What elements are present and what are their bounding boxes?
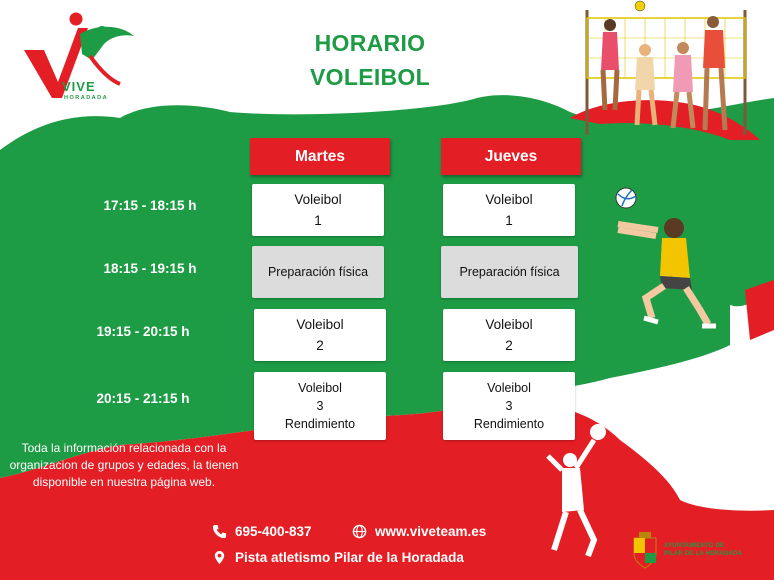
time-slot-1: 17:15 - 18:15 h — [103, 198, 197, 213]
cell-line: Rendimiento — [284, 417, 356, 431]
swirl-arrow-decoration — [10, 480, 190, 580]
time-slot-3: 19:15 - 20:15 h — [96, 324, 190, 339]
cell-line: Voleibol — [487, 381, 531, 395]
title-line-2: VOLEIBOL — [310, 64, 430, 90]
ayuntamiento-line-1: AYUNTAMIENTO DE — [664, 543, 725, 549]
title-line-1: HORARIO — [314, 30, 426, 56]
cell-jueves-slot-2 — [441, 246, 578, 298]
logo-brand: VIVE — [62, 79, 96, 94]
cell-line: 3 — [316, 399, 324, 413]
time-slot-4: 20:15 - 21:15 h — [96, 391, 190, 406]
cell-jueves-slot-1 — [443, 184, 575, 236]
cell-line: Preparación física — [459, 264, 560, 279]
cell-line: Preparación física — [267, 264, 369, 279]
cell-martes-slot-1 — [252, 184, 384, 236]
cell-line: Voleibol — [485, 192, 533, 207]
day-header-martes: Martes — [250, 138, 390, 175]
player-illustration — [608, 186, 718, 336]
cell-jueves-slot-3 — [443, 309, 575, 361]
cell-line: 1 — [505, 213, 513, 228]
contact-phone[interactable] — [212, 524, 312, 539]
cell-line: Voleibol — [298, 381, 342, 395]
globe-icon — [352, 524, 367, 539]
cell-line: Voleibol — [296, 317, 344, 332]
cell-martes-slot-4 — [254, 372, 386, 440]
cell-line: 2 — [505, 338, 513, 353]
cell-jueves-slot-4 — [443, 372, 575, 440]
page-title — [270, 26, 470, 94]
cell-line: 2 — [316, 338, 324, 353]
ball-icon — [590, 424, 606, 440]
cell-martes-slot-3 — [254, 309, 386, 361]
cell-line: 1 — [314, 213, 322, 228]
contact-location — [212, 550, 464, 565]
ball-icon — [635, 1, 645, 11]
contact-web[interactable] — [352, 524, 486, 539]
cell-line: Rendimiento — [473, 417, 545, 431]
red-accent-right — [745, 280, 774, 340]
cell-line: 3 — [505, 399, 513, 413]
shield-crest-icon — [630, 530, 660, 570]
ayuntamiento-label — [664, 542, 742, 558]
info-text: Toda la información relacionada con la organizacion de grupos y edades, la tienen disponible en nuestra página web. — [9, 441, 239, 489]
logo-subtitle: HORADADA — [64, 95, 109, 101]
phone-icon — [212, 524, 227, 539]
cell-line: Voleibol — [485, 317, 533, 332]
phone-number: 695-400-837 — [235, 524, 312, 539]
jumping-player-silhouette — [540, 420, 620, 560]
day-header-jueves: Jueves — [441, 138, 581, 175]
time-slot-2: 18:15 - 19:15 h — [103, 261, 197, 276]
volleyball-players-illustration — [565, 0, 774, 140]
logo-ball-icon — [69, 12, 83, 26]
location-text: Pista atletismo Pilar de la Horadada — [235, 550, 464, 565]
location-pin-icon — [212, 550, 227, 565]
cell-line: Voleibol — [294, 192, 342, 207]
website-link: www.viveteam.es — [375, 524, 487, 539]
cell-martes-slot-2 — [252, 246, 384, 298]
ayuntamiento-line-2: PILAR DE LA HORADADA — [664, 551, 743, 557]
